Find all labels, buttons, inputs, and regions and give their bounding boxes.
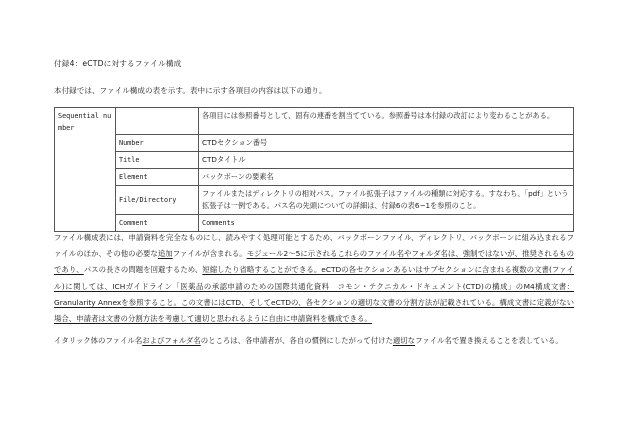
text-segment: ファイルが含まれる。	[172, 249, 247, 259]
text-segment: イタリック体のファイル名	[54, 336, 143, 345]
underlined-text: 追加	[157, 249, 173, 259]
term-cell: File/Directory	[116, 186, 199, 215]
text-segment: のところは、各申請者が、各自の慣例にしたがって付けた	[200, 336, 393, 345]
body-paragraph-1	[54, 230, 574, 327]
term-cell: Element	[116, 169, 199, 186]
desc-cell: バックボーンの要素名	[199, 169, 574, 186]
sequential-number-cell: Sequential number	[55, 108, 116, 232]
table-row	[55, 152, 574, 169]
intro-text: 本付録では、ファイル構成の表を示す。表中に示す各項目の内容は以下の通り。	[54, 86, 327, 95]
text-segment: ファイル名で置き換えることを表している。	[415, 336, 563, 345]
underlined-text: 適切な	[392, 336, 416, 345]
term-cell: Title	[116, 152, 199, 169]
term-cell: Number	[116, 135, 199, 152]
file-structure-legend-table	[54, 107, 574, 232]
text-segment: パスの長さの問題を回避するため、	[83, 265, 203, 275]
term-cell: Comment	[116, 215, 199, 232]
underlined-text: およびフォルダ名	[142, 336, 201, 345]
table-row	[55, 186, 574, 215]
table-row	[55, 169, 574, 186]
body-paragraph-2	[54, 333, 574, 349]
appendix-heading: 付録4：eCTDに対するファイル構成	[54, 59, 182, 68]
empty-term-cell	[116, 108, 199, 135]
underlined-text: モジュール2〜5に示されるこれらのファイル名やフォルダ名は、強制ではないが、推奨されるものであり、	[54, 249, 574, 275]
desc-cell: CTDセクション番号	[199, 135, 574, 152]
desc-cell: Comments	[199, 215, 574, 232]
desc-cell: ファイルまたはディレクトリの相対パス。ファイル拡張子はファイルの種類に対応する。すなわち、「pdf」という拡張子は一例である。パス名の先頭についての詳細は、付録6の表6−1を参照のこと。	[199, 186, 574, 215]
table-row	[55, 135, 574, 152]
table-row	[55, 215, 574, 232]
underlined-text: 短縮したり省略することができる。eCTDの各セクションあるいはサブセクションに含まれる複数の文書(ファイル)に関しては、ICHガイドライン「医薬品の承認申請のための国際共通化資料 コモン・テクニカル・ドキュメント(CTD)の構成」のM4構成文書：Granularity Annexを参照すること。この文書にはCTD、そしてeCTDの、各セクションの適切な文書の分割方法が記載されている。構成文書に定義がない場合、申請者は文書の分割方法を考慮して適切と思われるように自由に申請資料を構成できる。	[54, 265, 574, 324]
table-row	[55, 108, 574, 135]
desc-cell: CTDタイトル	[199, 152, 574, 169]
text-segment: ファイル構成表には、申請資料を完全なものにし、読みやすく処理可能とするため、バックボーンファイル、ディレクトリ、バックボーンに組み込まれるファイルのほか、その他の必要な	[54, 233, 574, 259]
sequential-number-desc: 各項目には参照番号として、固有の連番を割当てている。参照番号は本付録の改訂により変わることがある。	[199, 108, 574, 135]
